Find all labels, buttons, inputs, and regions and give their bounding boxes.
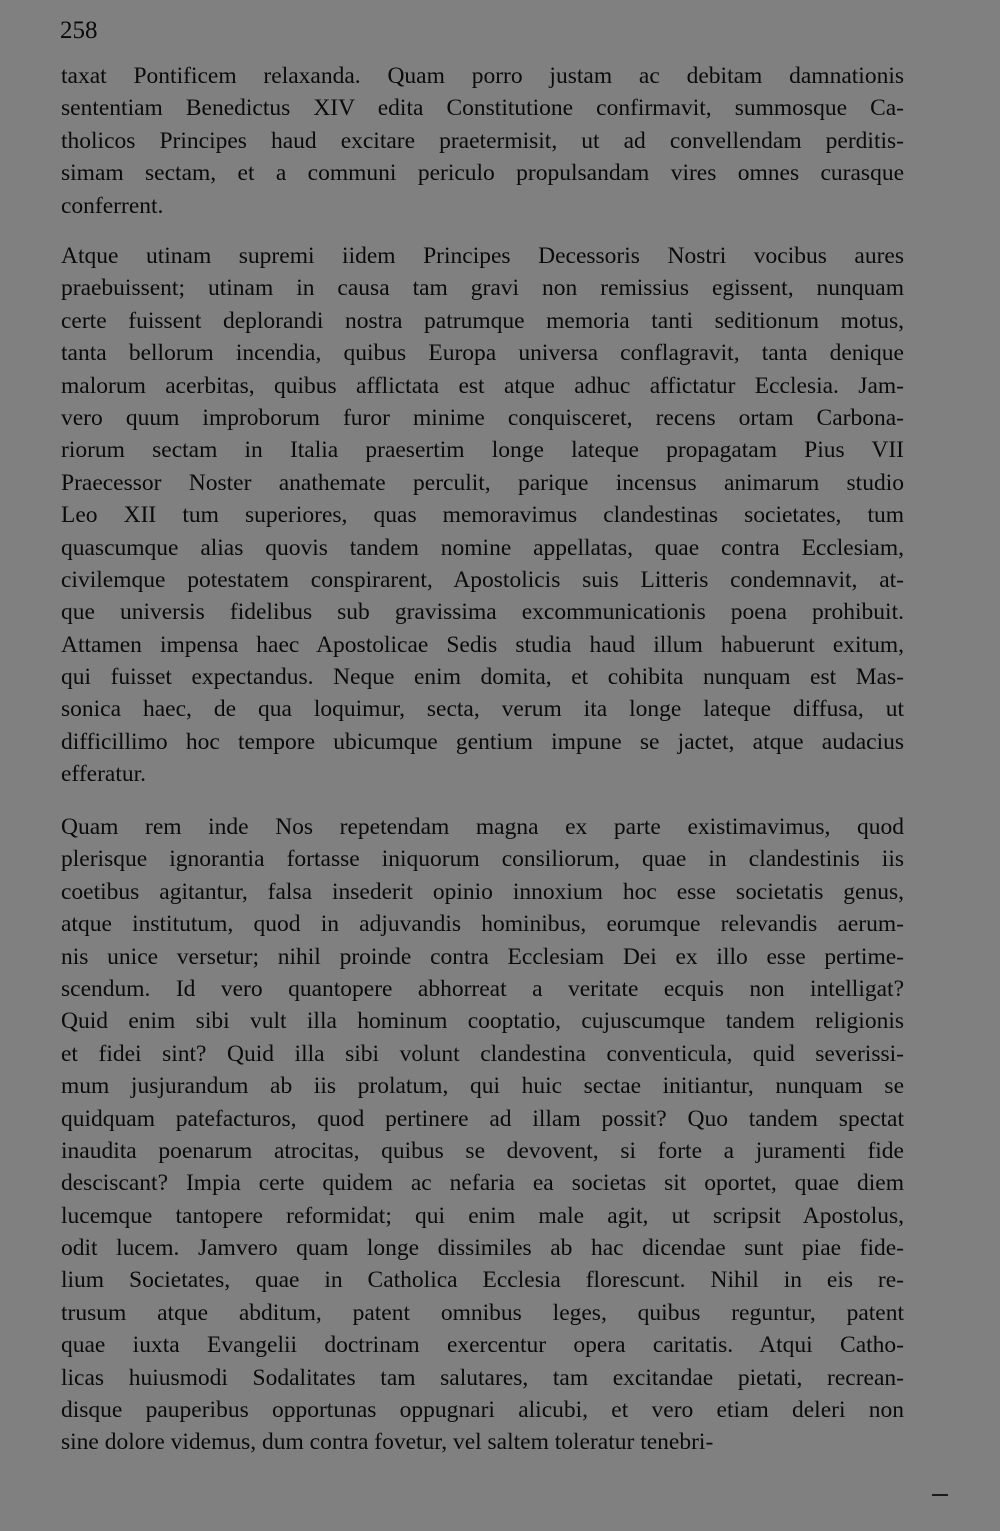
text-line: malorum acerbitas, quibus afflictata est atque adhuc affictatur Ecclesia. Jam-	[61, 372, 904, 399]
text-line: que universis fidelibus sub gravissima excommunicationis poena prohibuit.	[61, 599, 904, 626]
text-line: licas huiusmodi Sodalitates tam salutares, tam excitandae pietati, recrean-	[61, 1364, 904, 1391]
text-line: Leo XII tum superiores, quas memoravimus clandestinas societates, tum	[61, 502, 904, 529]
text-line: Atque utinam supremi iidem Principes Decessoris Nostri vocibus aures	[61, 243, 904, 269]
text-line: desciscant? Impia certe quidem ac nefaria ea societas sit oportet, quae diem	[61, 1170, 904, 1197]
text-line: Attamen impensa haec Apostolicae Sedis studia haud illum habuerunt exitum,	[61, 631, 904, 658]
text-line: praebuissent; utinam in causa tam gravi non remissius egissent, nunquam	[61, 275, 904, 302]
text-line: qui fuisset expectandus. Neque enim domita, et cohibita nunquam est Mas-	[61, 664, 904, 691]
text-line: Quid enim sibi vult illa hominum cooptatio, cujuscumque tandem religionis	[61, 1008, 904, 1035]
paragraph-1	[61, 60, 904, 222]
text-line: sententiam Benedictus XIV edita Constitutione confirmavit, summosque Ca-	[61, 95, 904, 122]
text-line: disque pauperibus opportunas oppugnari alicubi, et vero etiam deleri non	[61, 1397, 904, 1424]
text-line: lium Societates, quae in Catholica Ecclesia florescunt. Nihil in eis re-	[61, 1267, 904, 1294]
text-line: lucemque tantopere reformidat; qui enim male agit, ut scripsit Apostolus,	[61, 1202, 904, 1229]
text-line: conferrent.	[61, 192, 164, 219]
text-line: certe fuissent deplorandi nostra patrumque memoria tanti seditionum motus,	[61, 307, 904, 334]
text-line: odit lucem. Jamvero quam longe dissimiles ab hac dicendae sunt piae fide-	[61, 1235, 904, 1262]
text-line: civilemque potestatem conspirarent, Apostolicis suis Litteris condemnavit, at-	[61, 566, 904, 593]
footer-dash	[932, 1494, 948, 1496]
text-line: simam sectam, et a communi periculo propulsandam vires omnes curasque	[61, 160, 904, 187]
text-line: inaudita poenarum atrocitas, quibus se devovent, si forte a juramenti fide	[61, 1137, 904, 1164]
text-line: plerisque ignorantia fortasse iniquorum consiliorum, quae in clandestinis iis	[61, 846, 904, 873]
text-line: sonica haec, de qua loquimur, secta, verum ita longe lateque diffusa, ut	[61, 696, 904, 723]
text-line: scendum. Id vero quantopere abhorreat a veritate ecquis non intelligat?	[61, 975, 904, 1002]
text-line: tholicos Principes haud excitare praetermisit, ut ad convellendam perditis-	[61, 127, 904, 154]
text-line: taxat Pontificem relaxanda. Quam porro justam ac debitam damnationis	[61, 63, 904, 89]
paragraph-3	[61, 811, 904, 1459]
text-line: nis unice versetur; nihil proinde contra Ecclesiam Dei ex illo esse pertime-	[61, 943, 904, 970]
text-line: mum jusjurandum ab iis prolatum, qui huic sectae initiantur, nunquam se	[61, 1073, 904, 1100]
text-line: et fidei sint? Quid illa sibi volunt clandestina conventicula, quid severissi-	[61, 1040, 904, 1067]
page-number: 258	[60, 17, 98, 44]
text-line: riorum sectam in Italia praesertim longe lateque propagatam Pius VII	[61, 437, 904, 464]
text-line: trusum atque abditum, patent omnibus leges, quibus reguntur, patent	[61, 1299, 904, 1326]
text-line: quascumque alias quovis tandem nomine appellatas, quae contra Ecclesiam,	[61, 534, 904, 561]
text-line: coetibus agitantur, falsa insederit opinio innoxium hoc esse societatis genus,	[61, 878, 904, 905]
text-line: efferatur.	[61, 761, 147, 788]
text-line: quidquam patefacturos, quod pertinere ad illam possit? Quo tandem spectat	[61, 1105, 904, 1132]
text-line: vero quum improborum furor minime conquisceret, recens ortam Carbona-	[61, 404, 904, 431]
text-line: Praecessor Noster anathemate perculit, parique incensus animarum studio	[61, 469, 904, 496]
text-line: sine dolore videmus, dum contra fovetur, vel saltem toleratur tenebri-	[61, 1429, 714, 1456]
text-line: quae iuxta Evangelii doctrinam exercentur opera caritatis. Atqui Catho-	[61, 1332, 904, 1359]
text-line: atque institutum, quod in adjuvandis hominibus, eorumque relevandis aerum-	[61, 911, 904, 938]
text-line: difficillimo hoc tempore ubicumque gentium impune se jactet, atque audacius	[61, 728, 904, 755]
text-line: Quam rem inde Nos repetendam magna ex parte existimavimus, quod	[61, 814, 904, 840]
paragraph-2	[61, 240, 904, 791]
text-line: tanta bellorum incendia, quibus Europa universa conflagravit, tanta denique	[61, 340, 904, 367]
